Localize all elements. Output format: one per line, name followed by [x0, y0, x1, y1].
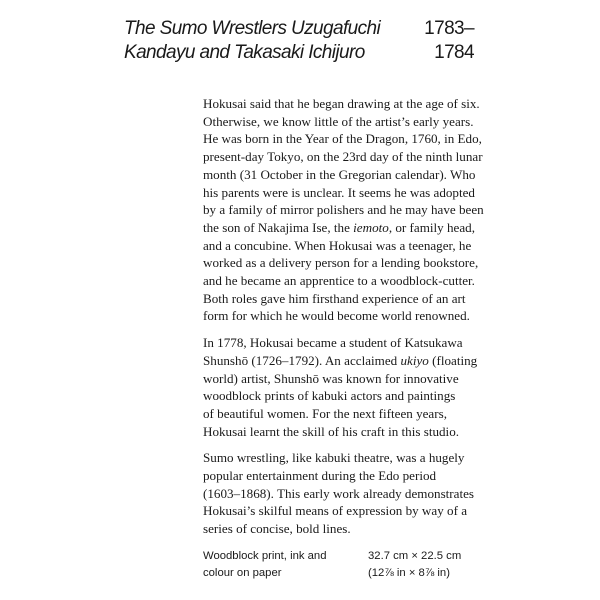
- artwork-title: [124, 17, 414, 65]
- artwork-date: [424, 17, 474, 65]
- text-line: (1603–1868). This early work already demonstrates: [203, 485, 475, 501]
- medium-line: colour on paper: [203, 566, 282, 579]
- foreign-term: iemoto: [353, 219, 389, 235]
- text-line: Both roles gave him firsthand experience of an art: [203, 290, 466, 306]
- body-text: [203, 95, 488, 547]
- text-line: Otherwise, we know little of the artist’s early years.: [203, 113, 474, 129]
- text-line: world) artist, Shunshō was known for innovative: [203, 370, 459, 386]
- text-line: form for which he would become world renowned.: [203, 308, 470, 324]
- text-line: Sumo wrestling, like kabuki theatre, was a hugely: [203, 450, 465, 466]
- text-line: Hokusai’s skilful means of expression by way of a: [203, 503, 468, 519]
- text-line: series of concise, bold lines.: [203, 521, 351, 537]
- artwork-date-line: 1783–: [424, 18, 474, 39]
- text-line: his parents were is unclear. It seems he was adopted: [203, 184, 475, 200]
- artwork-date-line: 1784: [434, 42, 474, 63]
- dimension-line: 32.7 cm × 22.5 cm: [368, 550, 462, 562]
- text-line: He was born in the Year of the Dragon, 1760, in Edo,: [203, 131, 482, 147]
- text-line: the son of Nakajima Ise, the iemoto, or family head,: [203, 219, 475, 235]
- text-line: and a concubine. When Hokusai was a teenager, he: [203, 237, 472, 253]
- text-line: month (31 October in the Gregorian calendar). Who: [203, 166, 476, 182]
- text-line: worked as a delivery person for a lending bookstore,: [203, 255, 479, 271]
- text-line: of beautiful women. For the next fifteen years,: [203, 405, 447, 421]
- dimension-line: (12⅞ in × 8⅞ in): [368, 566, 450, 579]
- medium-line: Woodblock print, ink and: [203, 550, 327, 562]
- paragraph: [203, 95, 488, 325]
- text-line: In 1778, Hokusai became a student of Katsukawa: [203, 335, 463, 351]
- text-line: woodblock prints of kabuki actors and paintings: [203, 388, 456, 404]
- artwork-medium: [203, 548, 363, 581]
- foreign-term: ukiyo: [400, 352, 429, 368]
- artwork-dimensions: [368, 548, 493, 581]
- text-line: Hokusai said that he began drawing at the age of six.: [203, 96, 480, 111]
- text-line: by a family of mirror polishers and he may have been: [203, 202, 484, 218]
- artwork-title-line: The Sumo Wrestlers Uzugafuchi: [124, 18, 381, 39]
- text-line: and he became an apprentice to a woodblock-cutter.: [203, 273, 475, 289]
- text-line: Shunshō (1726–1792). An acclaimed ukiyo (floating: [203, 352, 478, 368]
- text-line: Hokusai learnt the skill of his craft in this studio.: [203, 423, 460, 439]
- text-line: present-day Tokyo, on the 23rd day of the ninth lunar: [203, 149, 483, 165]
- text-line: popular entertainment during the Edo period: [203, 468, 437, 484]
- paragraph: [203, 449, 488, 538]
- paragraph: [203, 334, 488, 440]
- artwork-title-line: Kandayu and Takasaki Ichijuro: [124, 42, 365, 63]
